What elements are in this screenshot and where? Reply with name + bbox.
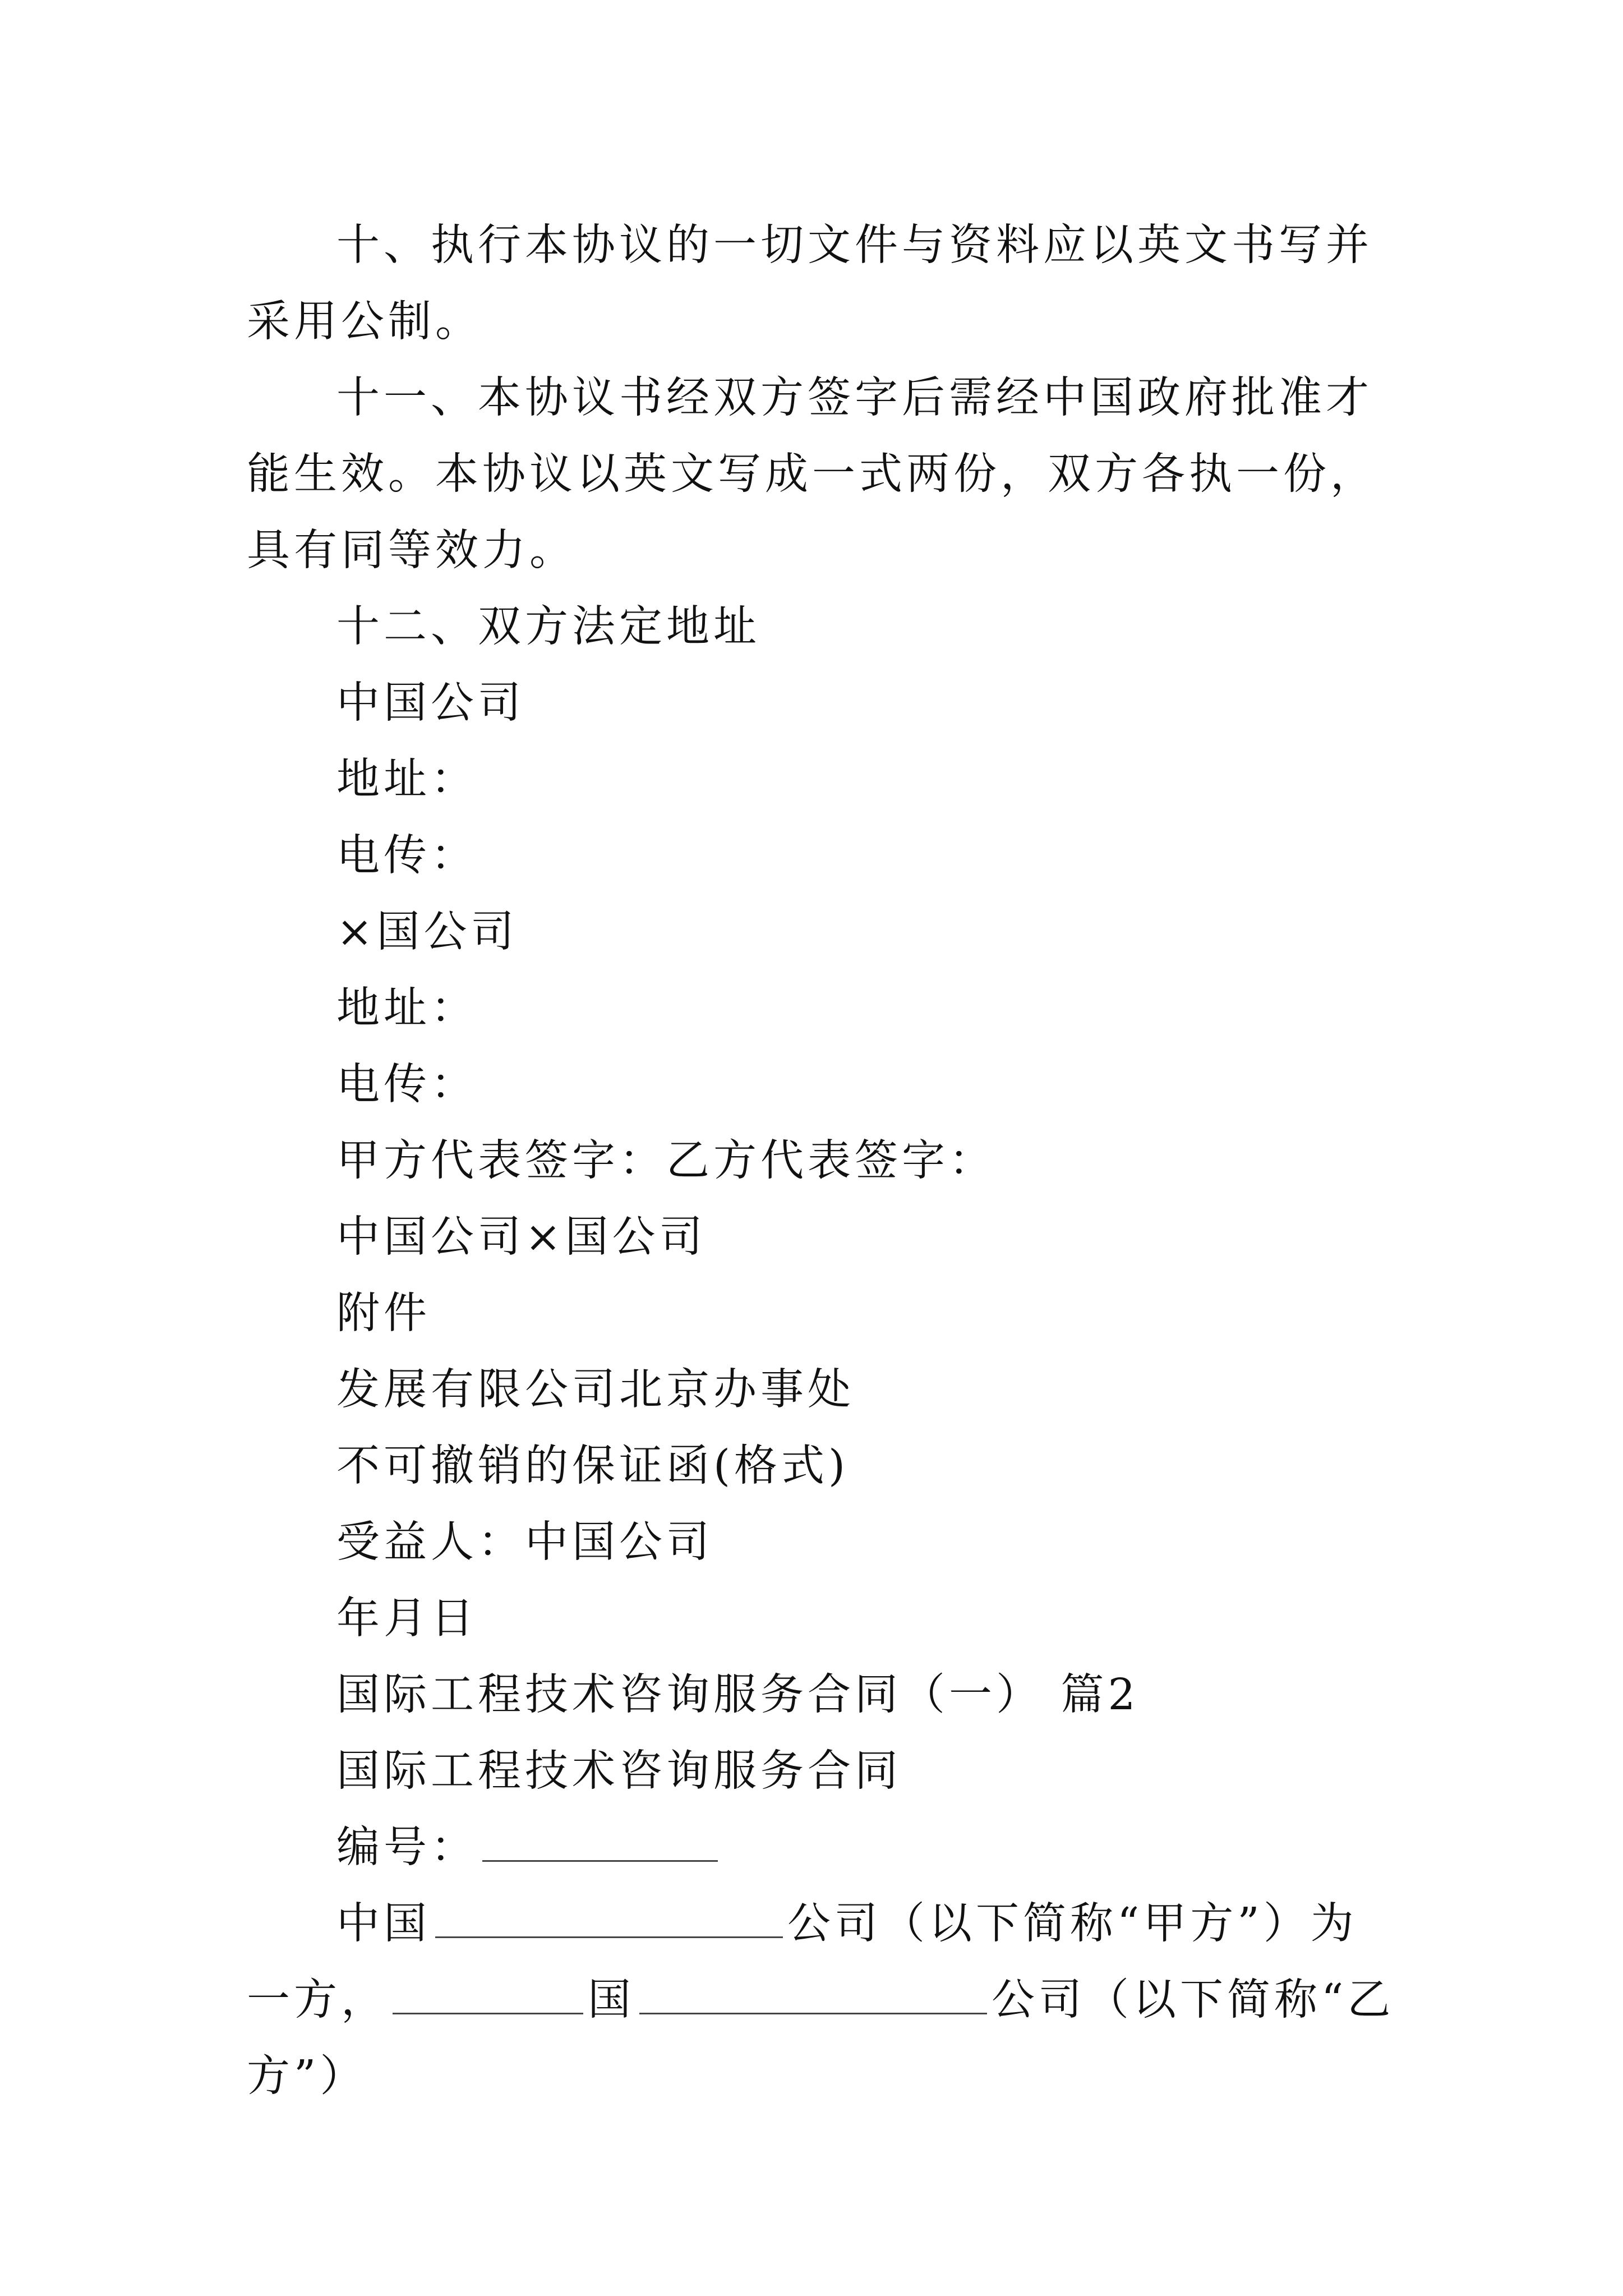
contract-title: 国际工程技术咨询服务合同 [336,1746,902,1796]
date-line: 年月日 [336,1594,478,1644]
party-b-fax-label: 电传： [336,1060,478,1110]
party-b-address-label: 地址： [336,983,478,1033]
intro-middle: 公司（以下简称“甲方”）为一方， [247,1899,1358,2025]
beneficiary-line: 受益人：中国公司 [336,1517,713,1567]
intro-country: 国 [588,1975,635,2025]
next-contract-heading: 国际工程技术咨询服务合同（一） 篇2 [336,1670,1140,1720]
contract-number-blank [482,1821,718,1862]
guarantee-letter-title: 不可撤销的保证函(格式) [336,1441,850,1491]
signature-companies: 中国公司×国公司 [336,1212,707,1262]
party-a-address-label: 地址： [336,754,478,804]
party-b-country-blank [393,1973,583,2014]
party-b-company-blank [639,1973,987,2014]
clause-twelve: 十二、双方法定地址 [336,602,760,652]
document-body [247,208,1402,2115]
contract-number-label: 编号： [336,1823,478,1872]
clause-ten: 十、执行本协议的一切文件与资料应以英文书写并采用公制。 [247,220,1373,347]
party-a-fax-label: 电传： [336,831,478,881]
party-a-company-blank [435,1897,783,1938]
attachment-heading: 附件 [336,1289,431,1338]
intro-prefix: 中国 [336,1899,431,1949]
signature-line: 甲方代表签字：乙方代表签字： [336,1136,996,1186]
party-a-name: 中国公司 [336,678,525,728]
intro-suffix: 公司（以下简称“乙方”） [247,1975,1395,2101]
party-b-name: ×国公司 [336,907,518,957]
clause-eleven: 十一、本协议书经双方签字后需经中国政府批准才能生效。本协议以英文写成一式两份，双方各执一份，具有同等效力。 [247,373,1377,576]
attachment-office: 发展有限公司北京办事处 [336,1365,855,1415]
contract-intro-paragraph [247,1886,1402,2115]
contract-number-line [247,1810,1402,1886]
